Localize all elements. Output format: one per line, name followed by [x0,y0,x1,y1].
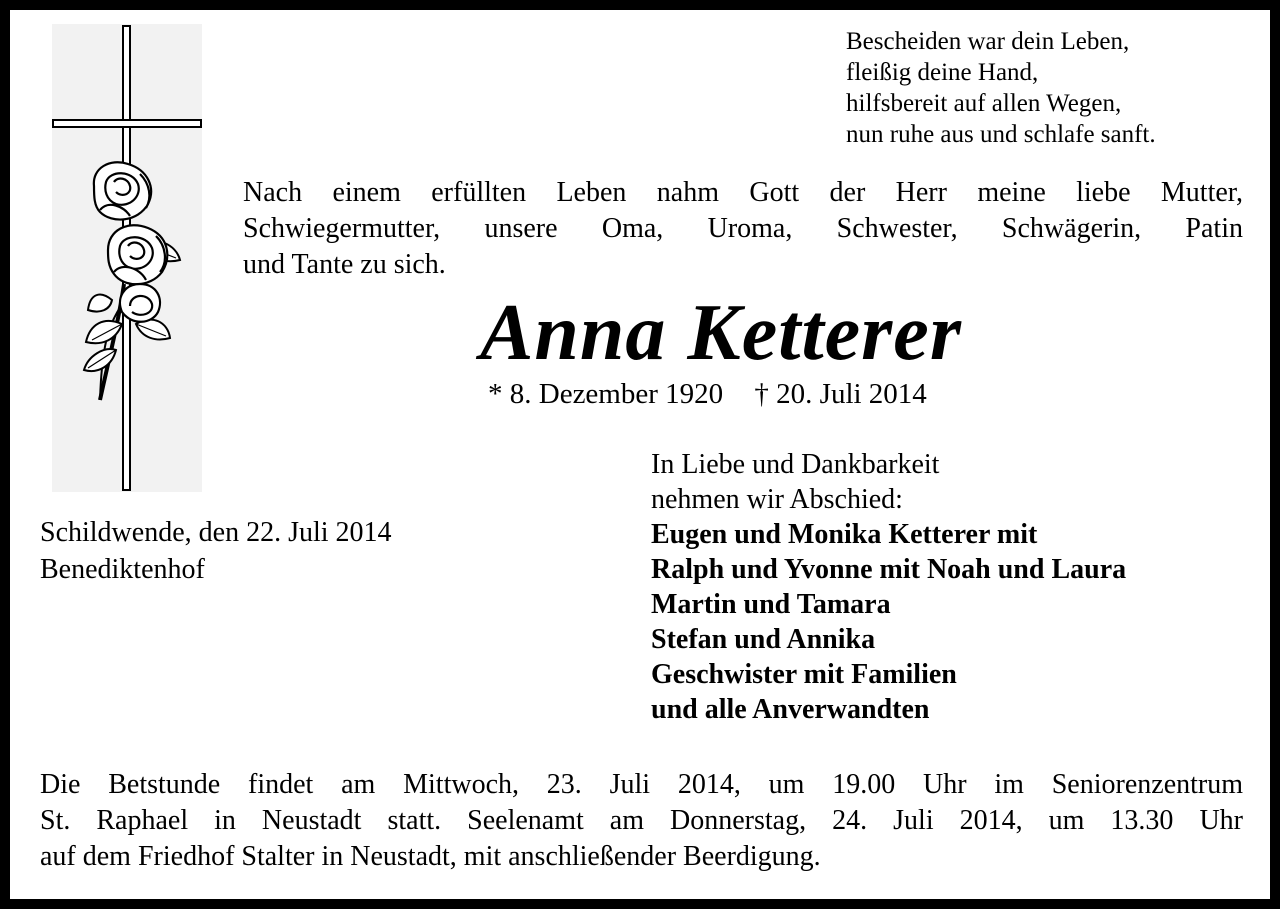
intro-line: Schwiegermutter, unsere Oma, Uroma, Schwester, Schwägerin, Patin [243,213,1243,244]
mourner-line: Geschwister mit Familien [651,659,957,690]
ceremony-info [40,767,1243,875]
mourners-intro-line: In Liebe und Dankbarkeit [651,449,940,480]
verse [846,26,1156,150]
intro-line: und Tante zu sich. [243,249,446,280]
mourner-line: Ralph und Yvonne mit Noah und Laura [651,554,1127,585]
verse-line: fleißig deine Hand, [846,59,1039,86]
intro-text [243,175,1243,283]
ceremony-line: St. Raphael in Neustadt statt. Seelenamt am Donnerstag, 24. Juli 2014, um 13.30 Uhr [40,805,1243,836]
mourners-intro-line: nehmen wir Abschied: [651,484,903,515]
verse-line: Bescheiden war dein Leben, [846,28,1130,55]
death-date: † 20. Juli 2014 [754,378,927,410]
cross-with-roses-icon [52,24,202,492]
place-line: Benediktenhof [40,554,205,585]
mourners-block [651,447,1126,727]
birth-date: * 8. Dezember 1920 [488,378,724,410]
intro-line: Nach einem erfüllten Leben nahm Gott der Herr meine liebe Mutter, [243,177,1243,208]
place-line: Schildwende, den 22. Juli 2014 [40,517,392,548]
mourner-line: Eugen und Monika Ketterer mit [651,519,1038,550]
mourner-line: Martin und Tamara [651,589,891,620]
place-and-date [40,514,392,588]
mourner-line: und alle Anverwandten [651,694,930,725]
verse-line: nun ruhe aus und schlafe sanft. [846,121,1156,148]
mourner-line: Stefan und Annika [651,624,876,655]
ceremony-line: auf dem Friedhof Stalter in Neustadt, mit anschließender Beerdigung. [40,841,821,872]
verse-line: hilfsbereit auf allen Wegen, [846,90,1122,117]
deceased-name: Anna Ketterer [480,289,962,377]
ceremony-line: Die Betstunde findet am Mittwoch, 23. Juli 2014, um 19.00 Uhr im Seniorenzentrum [40,769,1243,800]
life-dates [488,376,927,412]
obituary-notice [10,10,1270,899]
